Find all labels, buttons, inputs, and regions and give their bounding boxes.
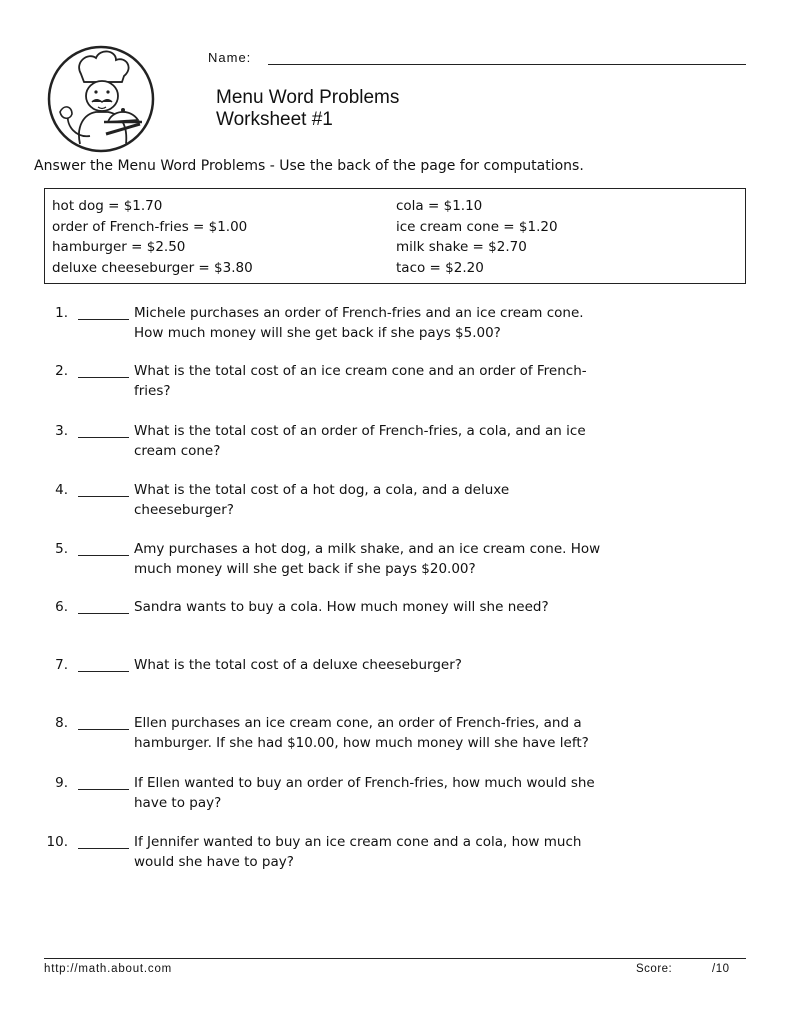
title-line-2: Worksheet #1 [216,109,333,130]
question-line: would she have to pay? [134,853,294,870]
question-line: What is the total cost of a deluxe cheeseburger? [134,657,462,673]
answer-blank[interactable] [78,437,129,438]
menu-item: order of French-fries = $1.00 [52,218,248,235]
menu-item: hot dog = $1.70 [52,198,163,214]
answer-blank[interactable] [78,555,129,556]
question-line: Michele purchases an order of French-fries and an ice cream cone. [134,305,584,321]
question-number: 1. [55,305,68,321]
chef-illustration [46,44,156,154]
question-text [134,540,604,579]
question-number: 5. [55,541,68,557]
answer-blank[interactable] [78,613,129,614]
question-line: Amy purchases a hot dog, a milk shake, and an ice cream cone. How [134,541,601,557]
question-number: 2. [55,363,68,379]
name-label: Name: [208,50,252,65]
menu-item: taco = $2.20 [396,259,484,276]
answer-blank[interactable] [78,496,129,497]
question-line: cheeseburger? [134,501,234,518]
question-number: 4. [55,482,68,498]
question-number: 6. [55,599,68,615]
name-line[interactable] [268,64,746,65]
answer-blank[interactable] [78,848,129,849]
question-number: 10. [46,834,68,850]
question-text [134,714,604,753]
question-text [134,774,604,813]
menu-column-right [396,196,558,278]
menu-item: milk shake = $2.70 [396,239,527,255]
question-text [134,362,604,401]
question-line: What is the total cost of a hot dog, a cola, and a deluxe [134,482,510,498]
answer-blank[interactable] [78,377,129,378]
question-line: What is the total cost of an order of French-fries, a cola, and an ice [134,423,586,439]
question-line: fries? [134,382,171,399]
question-line: If Ellen wanted to buy an order of French-fries, how much would she [134,775,595,791]
footer-divider [44,958,746,959]
question-number: 8. [55,715,68,731]
question-line: have to pay? [134,794,222,811]
question-number: 9. [55,775,68,791]
question-text [134,422,604,461]
question-line: Sandra wants to buy a cola. How much money will she need? [134,599,549,615]
question-text [134,598,604,618]
menu-item: cola = $1.10 [396,198,483,214]
title-line-1: Menu Word Problems [216,87,400,108]
menu-item: deluxe cheeseburger = $3.80 [52,259,253,276]
answer-blank[interactable] [78,319,129,320]
answer-blank[interactable] [78,671,129,672]
menu-item: hamburger = $2.50 [52,239,186,255]
menu-item: ice cream cone = $1.20 [396,218,558,235]
question-line: hamburger. If she had $10.00, how much money will she have left? [134,734,589,751]
menu-box [44,188,746,284]
answer-blank[interactable] [78,729,129,730]
question-line: Ellen purchases an ice cream cone, an order of French-fries, and a [134,715,582,731]
question-line: cream cone? [134,442,221,459]
question-number: 7. [55,657,68,673]
score-label: Score: [636,963,673,975]
worksheet-title [216,87,399,131]
question-line: much money will she get back if she pays $20.00? [134,560,476,577]
score-max: /10 [712,963,730,975]
question-text [134,833,604,872]
question-text [134,304,604,343]
instructions: Answer the Menu Word Problems - Use the back of the page for computations. [34,158,584,174]
question-text [134,481,604,520]
question-text [134,656,604,676]
menu-column-left [52,196,253,278]
answer-blank[interactable] [78,789,129,790]
footer-url: http://math.about.com [44,963,173,975]
question-number: 3. [55,423,68,439]
question-line: What is the total cost of an ice cream cone and an order of French- [134,363,587,379]
question-line: If Jennifer wanted to buy an ice cream cone and a cola, how much [134,834,582,850]
question-line: How much money will she get back if she pays $5.00? [134,324,501,341]
